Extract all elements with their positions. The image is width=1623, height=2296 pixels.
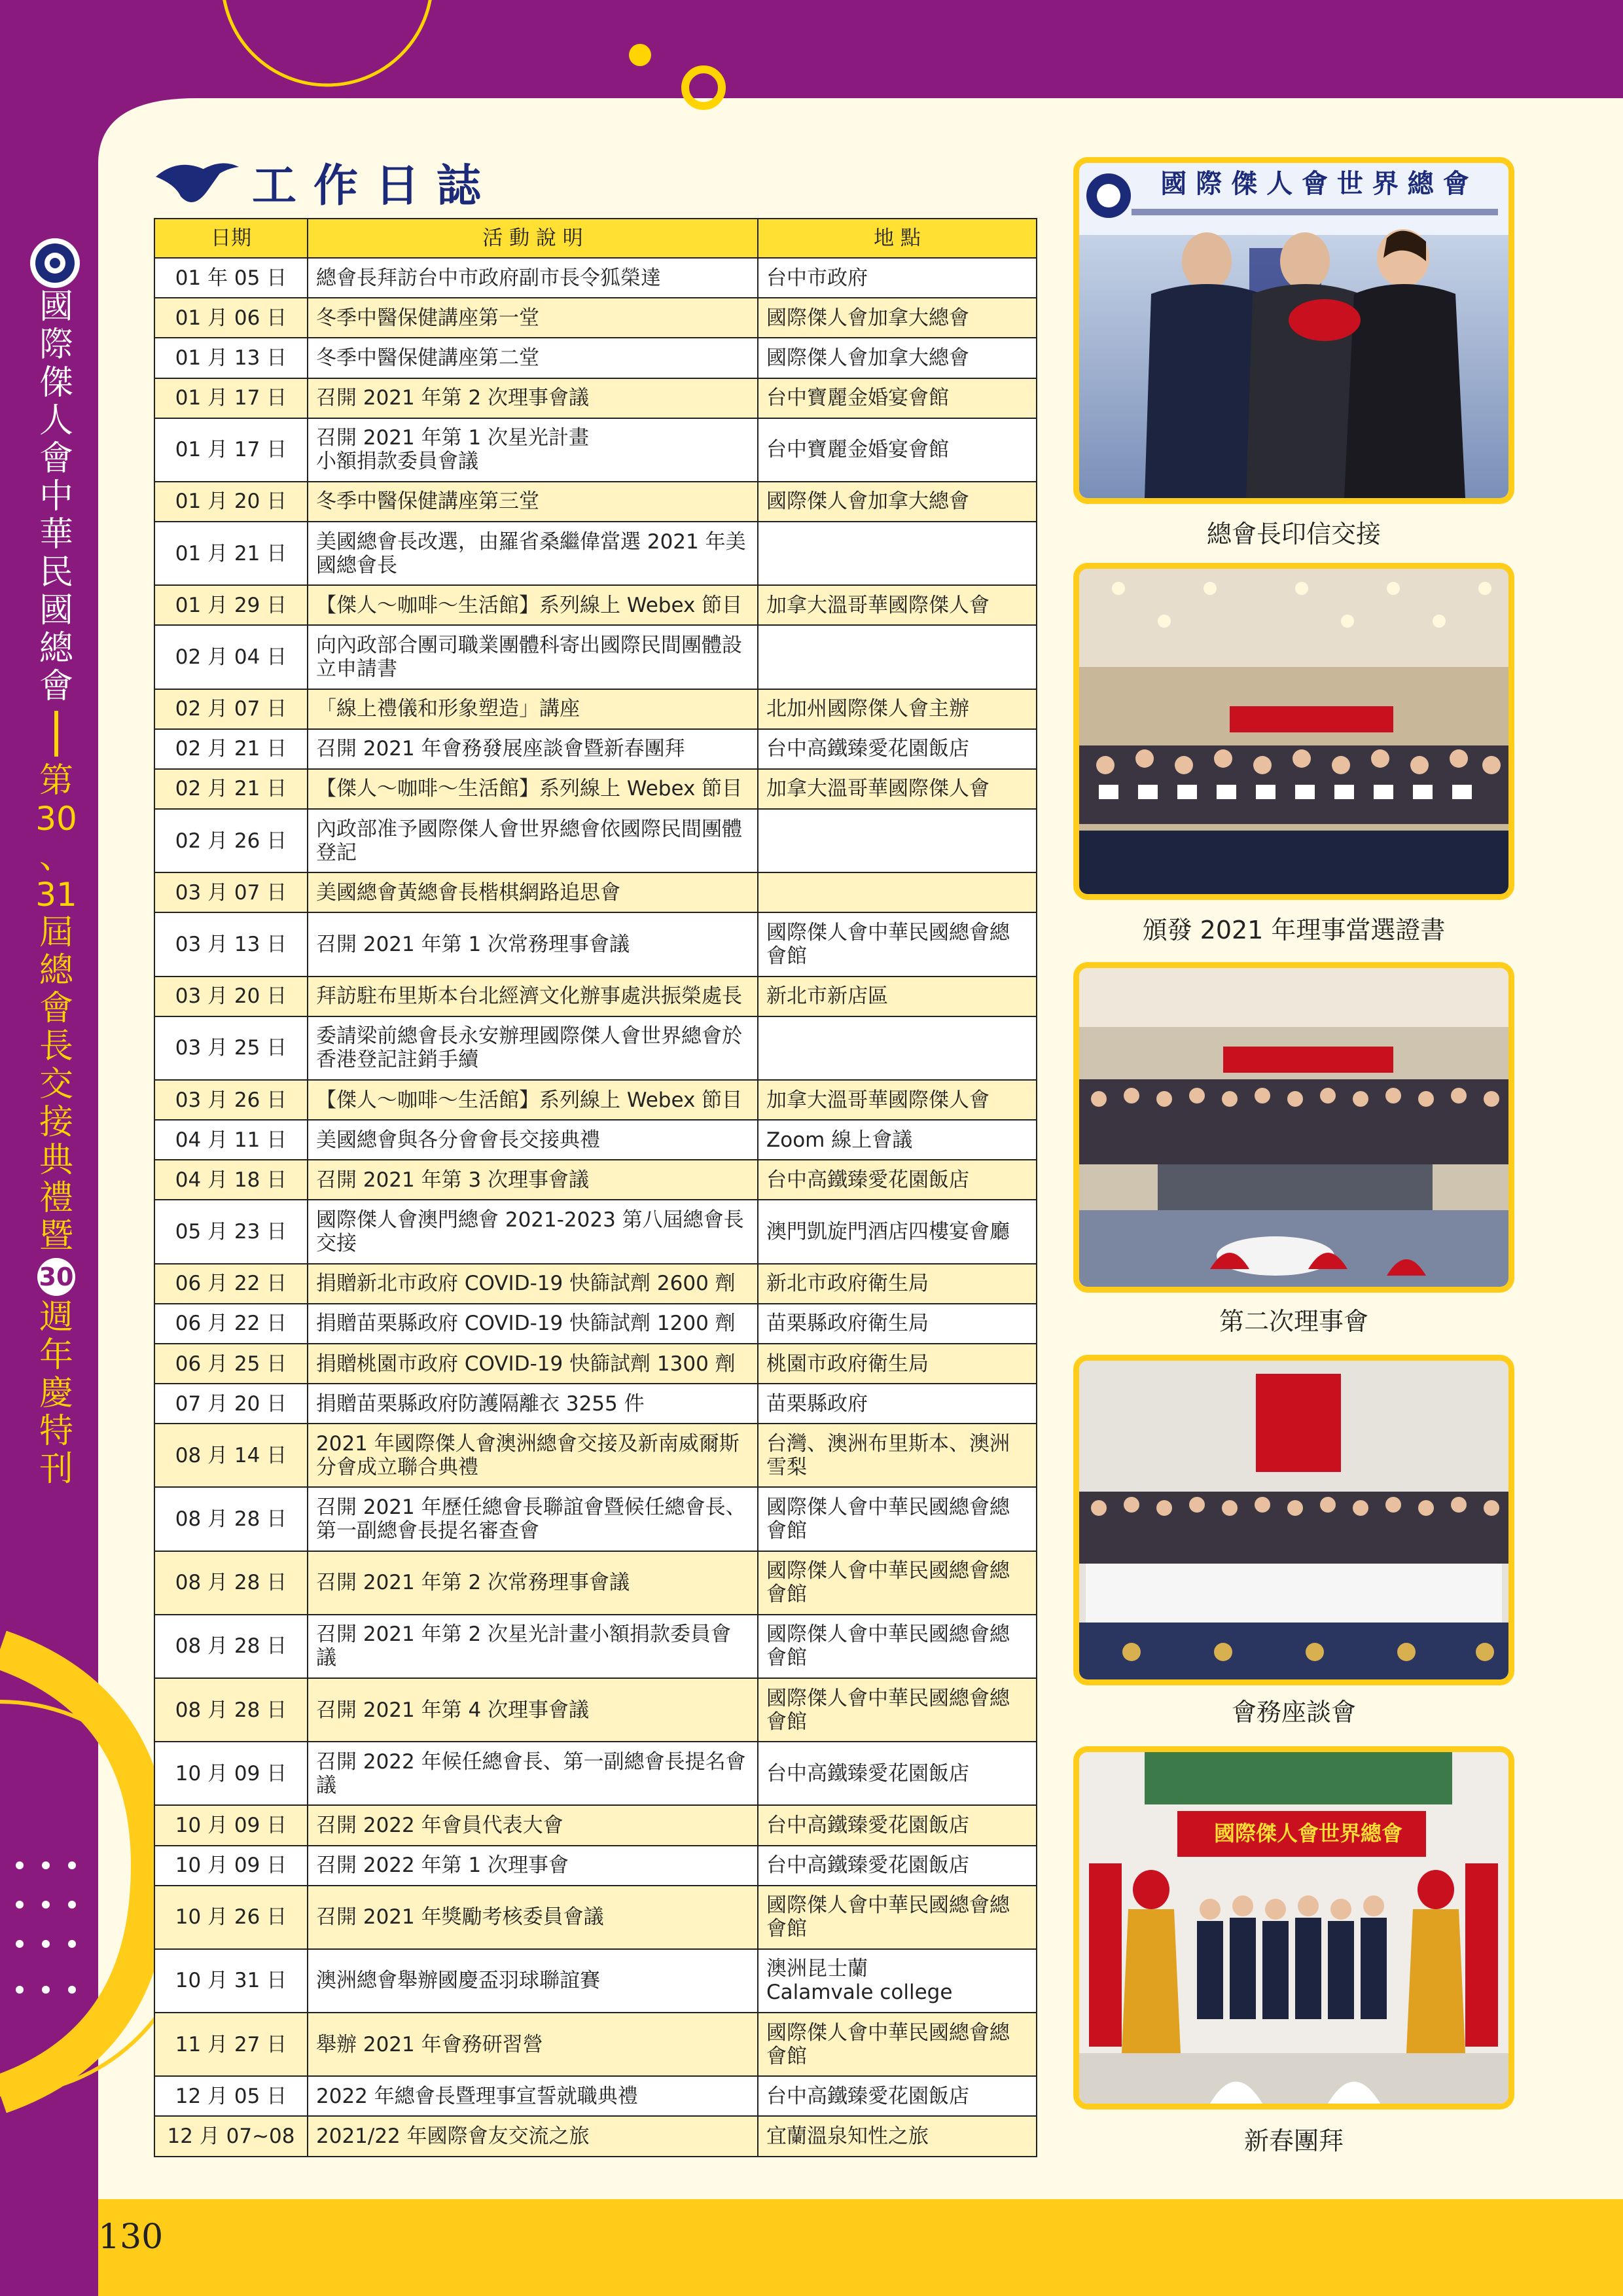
cell-location: 台中寶麗金婚宴會館 (758, 418, 1037, 482)
sidebar-char: 禮 (39, 1179, 73, 1218)
table-row (154, 769, 1037, 809)
cell-location: 國際傑人會中華民國總會總會館 (758, 1886, 1037, 1949)
cell-location: 苗栗縣政府 (758, 1384, 1037, 1424)
table-row (154, 1160, 1037, 1200)
table-row (154, 482, 1037, 522)
cell-activity: 捐贈桃園市政府 COVID-19 快篩試劑 1300 劑 (308, 1344, 758, 1384)
cell-location: 加拿大溫哥華國際傑人會 (758, 769, 1037, 809)
cell-location: 北加州國際傑人會主辦 (758, 689, 1037, 729)
sidebar-char: 國 (39, 287, 73, 327)
table-row (154, 729, 1037, 769)
cell-date: 03 月 25 日 (154, 1016, 308, 1080)
cell-activity: 召開 2021 年第 2 次星光計畫小額捐款委員會議 (308, 1615, 758, 1678)
cell-activity: 委請梁前總會長永安辦理國際傑人會世界總會於香港登記註銷手續 (308, 1016, 758, 1080)
photo-banner-text: 國際傑人會世界總會 (1213, 1821, 1403, 1846)
cell-activity: 2021/22 年國際會友交流之旅 (308, 2116, 758, 2156)
table-row (154, 338, 1037, 378)
cell-location: 桃園市政府衛生局 (758, 1344, 1037, 1384)
cell-activity: 冬季中醫保健講座第二堂 (308, 338, 758, 378)
sidebar-char: 總 (39, 629, 73, 668)
cell-location: 台中高鐵臻愛花園飯店 (758, 1805, 1037, 1845)
cell-activity: 捐贈苗栗縣政府 COVID-19 快篩試劑 1200 劑 (308, 1304, 758, 1344)
sidebar-char: 會 (39, 439, 73, 478)
table-row (154, 689, 1037, 729)
cell-location (758, 1016, 1037, 1080)
cell-location (758, 809, 1037, 872)
cell-location (758, 522, 1037, 585)
cell-date: 10 月 26 日 (154, 1886, 308, 1949)
sidebar-char: 人 (39, 401, 73, 440)
table-row (154, 1678, 1037, 1742)
cell-location: 台中高鐵臻愛花園飯店 (758, 1846, 1037, 1886)
cell-date: 10 月 09 日 (154, 1846, 308, 1886)
table-row (154, 1344, 1037, 1384)
cell-location: 國際傑人會加拿大總會 (758, 298, 1037, 338)
cell-activity: 美國總會與各分會會長交接典禮 (308, 1120, 758, 1160)
organization-logo-icon (30, 238, 80, 288)
cell-date: 02 月 07 日 (154, 689, 308, 729)
cell-date: 10 月 09 日 (154, 1742, 308, 1805)
cell-date: 08 月 28 日 (154, 1615, 308, 1678)
table-row (154, 2116, 1037, 2156)
cell-location: 宜蘭溫泉知性之旅 (758, 2116, 1037, 2156)
sidebar-char: 傑 (39, 363, 73, 403)
photo-certificate-ceremony (1073, 563, 1514, 900)
sidebar-char: 交 (39, 1065, 73, 1104)
sidebar-char: 年 (39, 1336, 73, 1375)
cell-activity: 舉辦 2021 年會務研習營 (308, 2013, 758, 2076)
cell-activity: 國際傑人會澳門總會 2021-2023 第八屆總會長交接 (308, 1200, 758, 1263)
sidebar-char: 特 (39, 1412, 73, 1451)
sidebar-char: 刊 (39, 1450, 73, 1489)
sidebar-char: 接 (39, 1103, 73, 1142)
table-row (154, 585, 1037, 625)
cell-activity: 2021 年國際傑人會澳洲總會交接及新南威爾斯分會成立聯合典禮 (308, 1424, 758, 1487)
cell-location: 國際傑人會中華民國總會總會館 (758, 1487, 1037, 1551)
table-row (154, 1304, 1037, 1344)
anniversary-badge: 30 (37, 1258, 75, 1296)
table-row (154, 1846, 1037, 1886)
table-row (154, 809, 1037, 872)
cell-activity: 冬季中醫保健講座第一堂 (308, 298, 758, 338)
cell-location: Zoom 線上會議 (758, 1120, 1037, 1160)
photo-caption: 會務座談會 (1231, 1698, 1356, 1727)
table-row (154, 625, 1037, 689)
sidebar-char: 會 (39, 667, 73, 706)
sidebar-char: 會 (39, 989, 73, 1028)
cell-location: 新北市政府衛生局 (758, 1264, 1037, 1304)
cell-activity: 冬季中醫保健講座第三堂 (308, 482, 758, 522)
table-row (154, 1949, 1037, 2013)
cell-location: 國際傑人會中華民國總會總會館 (758, 1615, 1037, 1678)
table-row (154, 1742, 1037, 1805)
cell-activity: 召開 2021 年第 4 次理事會議 (308, 1678, 758, 1742)
cell-date: 03 月 20 日 (154, 977, 308, 1016)
cell-date: 01 月 20 日 (154, 482, 308, 522)
cell-activity: 內政部准予國際傑人會世界總會依國際民間團體登記 (308, 809, 758, 872)
sidebar-char: 屆 (39, 913, 73, 952)
table-row (154, 418, 1037, 482)
cell-activity: 美國總會黃總會長楷棋網路追思會 (308, 872, 758, 912)
sidebar-char: 週 (39, 1298, 73, 1337)
sidebar-char: 第 (39, 761, 73, 800)
photo-caption: 第二次理事會 (1219, 1307, 1368, 1336)
cell-location: 台中高鐵臻愛花園飯店 (758, 1742, 1037, 1805)
photo-caption: 總會長印信交接 (1206, 520, 1381, 548)
column-header-activity: 活 動 說 明 (308, 219, 758, 258)
cell-activity: 捐贈新北市政府 COVID-19 快篩試劑 2600 劑 (308, 1264, 758, 1304)
cell-date: 04 月 18 日 (154, 1160, 308, 1200)
photo-banner-text: 國 際 傑 人 會 世 界 總 會 (1160, 169, 1469, 199)
table-row (154, 1886, 1037, 1949)
cell-date: 08 月 14 日 (154, 1424, 308, 1487)
table-row (154, 522, 1037, 585)
sidebar-char: 中 (39, 477, 73, 516)
table-row (154, 1487, 1037, 1551)
table-row (154, 1384, 1037, 1424)
cell-location: 加拿大溫哥華國際傑人會 (758, 1080, 1037, 1120)
cell-activity: 「線上禮儀和形象塑造」講座 (308, 689, 758, 729)
cell-location: 國際傑人會中華民國總會總會館 (758, 2013, 1037, 2076)
cell-date: 01 月 21 日 (154, 522, 308, 585)
table-row (154, 298, 1037, 338)
cell-date: 04 月 11 日 (154, 1120, 308, 1160)
cell-date: 08 月 28 日 (154, 1551, 308, 1615)
sidebar-number: 30 (35, 800, 77, 838)
cell-location: 苗栗縣政府衛生局 (758, 1304, 1037, 1344)
cell-location (758, 872, 1037, 912)
cell-activity: 召開 2021 年第 3 次理事會議 (308, 1160, 758, 1200)
table-row (154, 912, 1037, 976)
sidebar-char: 暨 (39, 1217, 73, 1256)
cell-location: 台中高鐵臻愛花園飯店 (758, 729, 1037, 769)
cell-date: 02 月 21 日 (154, 769, 308, 809)
column-header-date: 日期 (154, 219, 308, 258)
photo-caption: 新春團拜 (1243, 2126, 1344, 2155)
cell-date: 01 月 13 日 (154, 338, 308, 378)
cell-location: 台中高鐵臻愛花園飯店 (758, 1160, 1037, 1200)
cell-location: 台灣、澳洲布里斯本、澳洲雪梨 (758, 1424, 1037, 1487)
cell-date: 05 月 23 日 (154, 1200, 308, 1263)
table-row (154, 1551, 1037, 1615)
table-row (154, 1120, 1037, 1160)
cell-location: 加拿大溫哥華國際傑人會 (758, 585, 1037, 625)
cell-location: 台中市政府 (758, 258, 1037, 298)
cell-date: 03 月 13 日 (154, 912, 308, 976)
sidebar-char: 民 (39, 553, 73, 592)
table-row (154, 378, 1037, 418)
sidebar-number: 31 (35, 876, 77, 914)
cell-date: 10 月 31 日 (154, 1949, 308, 2013)
cell-activity: 召開 2021 年獎勵考核委員會議 (308, 1886, 758, 1949)
photo-new-year-gathering (1073, 1746, 1514, 2109)
table-row (154, 872, 1037, 912)
cell-activity: 召開 2021 年第 1 次常務理事會議 (308, 912, 758, 976)
cell-location: 台中寶麗金婚宴會館 (758, 378, 1037, 418)
cell-date: 01 月 29 日 (154, 585, 308, 625)
cell-date: 08 月 28 日 (154, 1487, 308, 1551)
cell-date: 10 月 09 日 (154, 1805, 308, 1845)
work-log-table (154, 218, 1037, 2157)
cell-date: 07 月 20 日 (154, 1384, 308, 1424)
cell-activity: 澳洲總會舉辦國慶盃羽球聯誼賽 (308, 1949, 758, 2013)
table-row (154, 2013, 1037, 2076)
cell-date: 02 月 21 日 (154, 729, 308, 769)
cell-activity: 向內政部合團司職業團體科寄出國際民間團體設立申請書 (308, 625, 758, 689)
cell-activity: 【傑人～咖啡～生活館】系列線上 Webex 節目 (308, 585, 758, 625)
table-row (154, 1615, 1037, 1678)
cell-activity: 召開 2021 年第 1 次星光計畫 小額捐款委員會議 (308, 418, 758, 482)
cell-location: 新北市新店區 (758, 977, 1037, 1016)
cell-date: 12 月 07~08 (154, 2116, 308, 2156)
sidebar-char: 國 (39, 591, 73, 630)
table-header-row (154, 219, 1037, 258)
sidebar-char: 華 (39, 515, 73, 554)
cell-date: 03 月 07 日 (154, 872, 308, 912)
cell-activity: 2022 年總會長暨理事宣誓就職典禮 (308, 2076, 758, 2116)
sidebar-char: 典 (39, 1141, 73, 1180)
photo-seal-handover (1073, 157, 1514, 504)
cell-activity: 【傑人～咖啡～生活館】系列線上 Webex 節目 (308, 769, 758, 809)
sidebar-divider (54, 711, 58, 757)
table-row (154, 1016, 1037, 1080)
cell-date: 02 月 04 日 (154, 625, 308, 689)
sidebar-vertical-title (30, 288, 82, 1488)
cell-activity: 總會長拜訪台中市政府副市長令狐榮達 (308, 258, 758, 298)
cell-activity: 召開 2022 年會員代表大會 (308, 1805, 758, 1845)
table-row (154, 1424, 1037, 1487)
cell-location: 澳門凱旋門酒店四樓宴會廳 (758, 1200, 1037, 1263)
cell-location (758, 625, 1037, 689)
cell-date: 01 月 17 日 (154, 418, 308, 482)
photo-caption: 頒發 2021 年理事當選證書 (1142, 916, 1446, 944)
cell-location: 國際傑人會加拿大總會 (758, 482, 1037, 522)
page-title: 工作日誌 (252, 160, 499, 212)
cell-activity: 捐贈苗栗縣政府防護隔離衣 3255 件 (308, 1384, 758, 1424)
table-body (154, 258, 1037, 2157)
cell-activity: 召開 2021 年會務發展座談會暨新春團拜 (308, 729, 758, 769)
cell-activity: 美國總會長改選，由羅省桑繼偉當選 2021 年美國總會長 (308, 522, 758, 585)
cell-activity: 召開 2022 年候任總會長、第一副總會長提名會議 (308, 1742, 758, 1805)
cell-activity: 召開 2021 年歷任總會長聯誼會暨候任總會長、第一副總會長提名審查會 (308, 1487, 758, 1551)
cell-date: 03 月 26 日 (154, 1080, 308, 1120)
cell-location: 台中高鐵臻愛花園飯店 (758, 2076, 1037, 2116)
sidebar-char: 總 (39, 951, 73, 990)
cell-date: 08 月 28 日 (154, 1678, 308, 1742)
cell-location: 國際傑人會中華民國總會總會館 (758, 1551, 1037, 1615)
cell-date: 06 月 22 日 (154, 1264, 308, 1304)
table-row (154, 1805, 1037, 1845)
table-row (154, 1264, 1037, 1304)
table-row (154, 2076, 1037, 2116)
sidebar-char: 慶 (39, 1374, 73, 1413)
cell-activity: 拜訪駐布里斯本台北經濟文化辦事處洪振榮處長 (308, 977, 758, 1016)
photo-affairs-forum (1073, 1355, 1514, 1685)
cell-location: 國際傑人會中華民國總會總會館 (758, 1678, 1037, 1742)
cell-date: 12 月 05 日 (154, 2076, 308, 2116)
cell-activity: 【傑人～咖啡～生活館】系列線上 Webex 節目 (308, 1080, 758, 1120)
cell-location: 國際傑人會加拿大總會 (758, 338, 1037, 378)
table-row (154, 258, 1037, 298)
cell-date: 06 月 22 日 (154, 1304, 308, 1344)
cell-location: 澳洲昆士蘭 Calamvale college (758, 1949, 1037, 2013)
table-row (154, 1200, 1037, 1263)
sidebar-char: 長 (39, 1027, 73, 1066)
cell-date: 06 月 25 日 (154, 1344, 308, 1384)
cell-activity: 召開 2021 年第 2 次理事會議 (308, 378, 758, 418)
cell-activity: 召開 2021 年第 2 次常務理事會議 (308, 1551, 758, 1615)
cell-date: 11 月 27 日 (154, 2013, 308, 2076)
table-row (154, 1080, 1037, 1120)
cell-date: 01 月 06 日 (154, 298, 308, 338)
cell-date: 01 月 17 日 (154, 378, 308, 418)
cell-activity: 召開 2022 年第 1 次理事會 (308, 1846, 758, 1886)
table-row (154, 977, 1037, 1016)
cell-location: 國際傑人會中華民國總會總會館 (758, 912, 1037, 976)
cell-date: 01 年 05 日 (154, 258, 308, 298)
page-number: 130 (98, 2217, 164, 2257)
photo-board-meeting (1073, 962, 1514, 1293)
column-header-location: 地 點 (758, 219, 1037, 258)
cell-date: 02 月 26 日 (154, 809, 308, 872)
sidebar-char: 、 (39, 837, 73, 876)
sidebar-char: 際 (39, 325, 73, 365)
